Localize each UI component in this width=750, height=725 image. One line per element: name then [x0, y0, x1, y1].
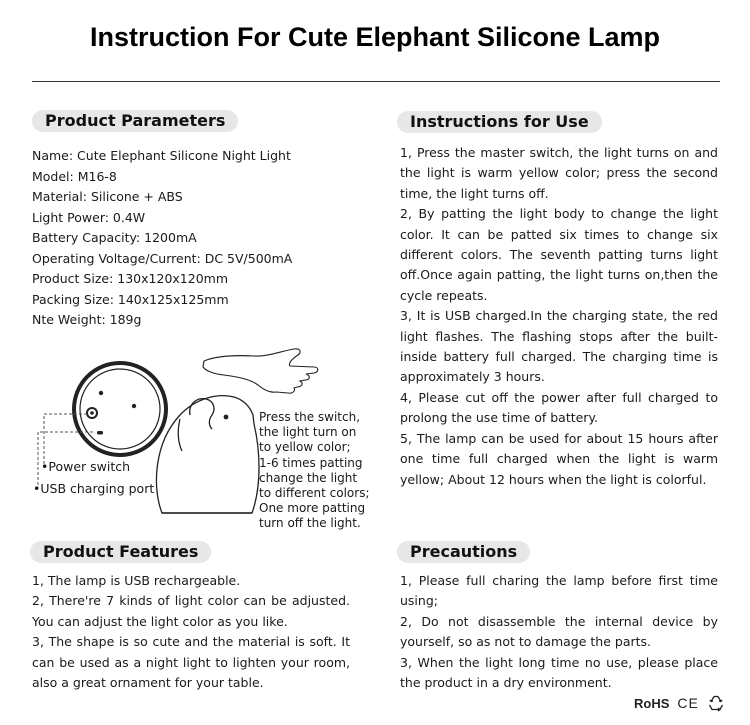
- section-heading-parameters: Product Parameters: [32, 110, 238, 132]
- bullet-dot: •: [33, 481, 41, 496]
- parameter-battery-capacity: Battery Capacity: 1200mA: [32, 230, 197, 245]
- instruction-step-1: 1, Press the master switch, the light turns on and the light is warm yellow color; press the second time, the light turns off.: [400, 145, 718, 201]
- press-note-line: One more patting: [259, 501, 366, 516]
- instructions-text: [400, 143, 718, 490]
- section-heading-precautions: Precautions: [397, 541, 530, 563]
- precautions-text: [400, 571, 718, 693]
- feature-item-3: 3, The shape is so cute and the material is soft. It can be used as a night light to lighten your room, also a great ornament for your table.: [32, 634, 350, 691]
- hand-icon: [203, 349, 318, 393]
- parameter-packing-size: Packing Size: 140x125x125mm: [32, 291, 229, 307]
- instruction-step-2: 2, By patting the light body to change the light color. It can be patted six times to change six different colors. The seventh patting turns light off.Once again patting, the light turns on,then the cycle repeats.: [400, 206, 718, 303]
- feature-item-1: 1, The lamp is USB rechargeable.: [32, 573, 241, 588]
- press-note-line: Press the switch,: [259, 410, 361, 424]
- parameter-name: Name: Cute Elephant Silicone Night Light: [32, 148, 291, 163]
- press-note-line: 1-6 times patting: [259, 455, 363, 470]
- features-text: [32, 571, 350, 693]
- ce-mark: CE: [677, 695, 699, 711]
- precaution-item-1: 1, Please full charing the lamp before first time using;: [400, 573, 718, 609]
- title-divider: [32, 81, 720, 82]
- press-note-line: change the light: [259, 470, 358, 485]
- press-note-line: turn off the light.: [259, 516, 361, 531]
- certification-marks: [634, 693, 725, 713]
- rohs-mark: RoHS: [634, 695, 670, 711]
- elephant-lamp-icon: [156, 396, 259, 513]
- parameter-product-size: Product Size: 130x120x120mm: [32, 271, 229, 286]
- instruction-step-3: 3, It is USB charged.In the charging state, the red light flashes. The flashing stops after the built-inside battery full charged. The charging time is approximately 3 hours.: [400, 308, 718, 385]
- parameter-weight: Nte Weight: 189g: [32, 312, 142, 327]
- power-switch-label: •Power switch: [41, 459, 131, 474]
- section-heading-instructions: Instructions for Use: [397, 111, 602, 133]
- precaution-item-2: 2, Do not disassemble the internal device by yourself, so as not to damage the parts.: [400, 613, 718, 650]
- bullet-dot: •: [41, 459, 49, 474]
- precaution-item-3: 3, When the light long time no use, please place the product in a dry environment.: [400, 654, 718, 691]
- feature-item-2: 2, There're 7 kinds of light color can be adjusted. You can adjust the light color as you like.: [32, 593, 350, 629]
- parameter-light-power: Light Power: 0.4W: [32, 209, 146, 225]
- parameter-material: Material: Silicone + ABS: [32, 189, 183, 204]
- page-title: Instruction For Cute Elephant Silicone Lamp: [89, 22, 661, 52]
- press-note: [259, 410, 374, 532]
- parameter-model: Model: M16-8: [32, 168, 117, 184]
- press-note-line: to different colors;: [259, 486, 370, 501]
- press-note-line: the light turn on: [259, 425, 357, 440]
- parameter-operating-voltage: Operating Voltage/Current: DC 5V/500mA: [32, 250, 293, 266]
- recycle-icon: [707, 694, 725, 712]
- press-note-line: to yellow color;: [259, 440, 351, 455]
- instruction-step-4: 4, Please cut off the power after full charged to prolong the use time of battery.: [400, 389, 718, 426]
- section-heading-features: Product Features: [30, 541, 211, 563]
- usb-port-label: •USB charging port: [33, 481, 155, 496]
- parameters-list: [32, 146, 352, 331]
- instruction-step-5: 5, The lamp can be used for about 15 hours after one time full charged when the light is warm yellow; About 12 hours when the light is colorful.: [400, 430, 718, 487]
